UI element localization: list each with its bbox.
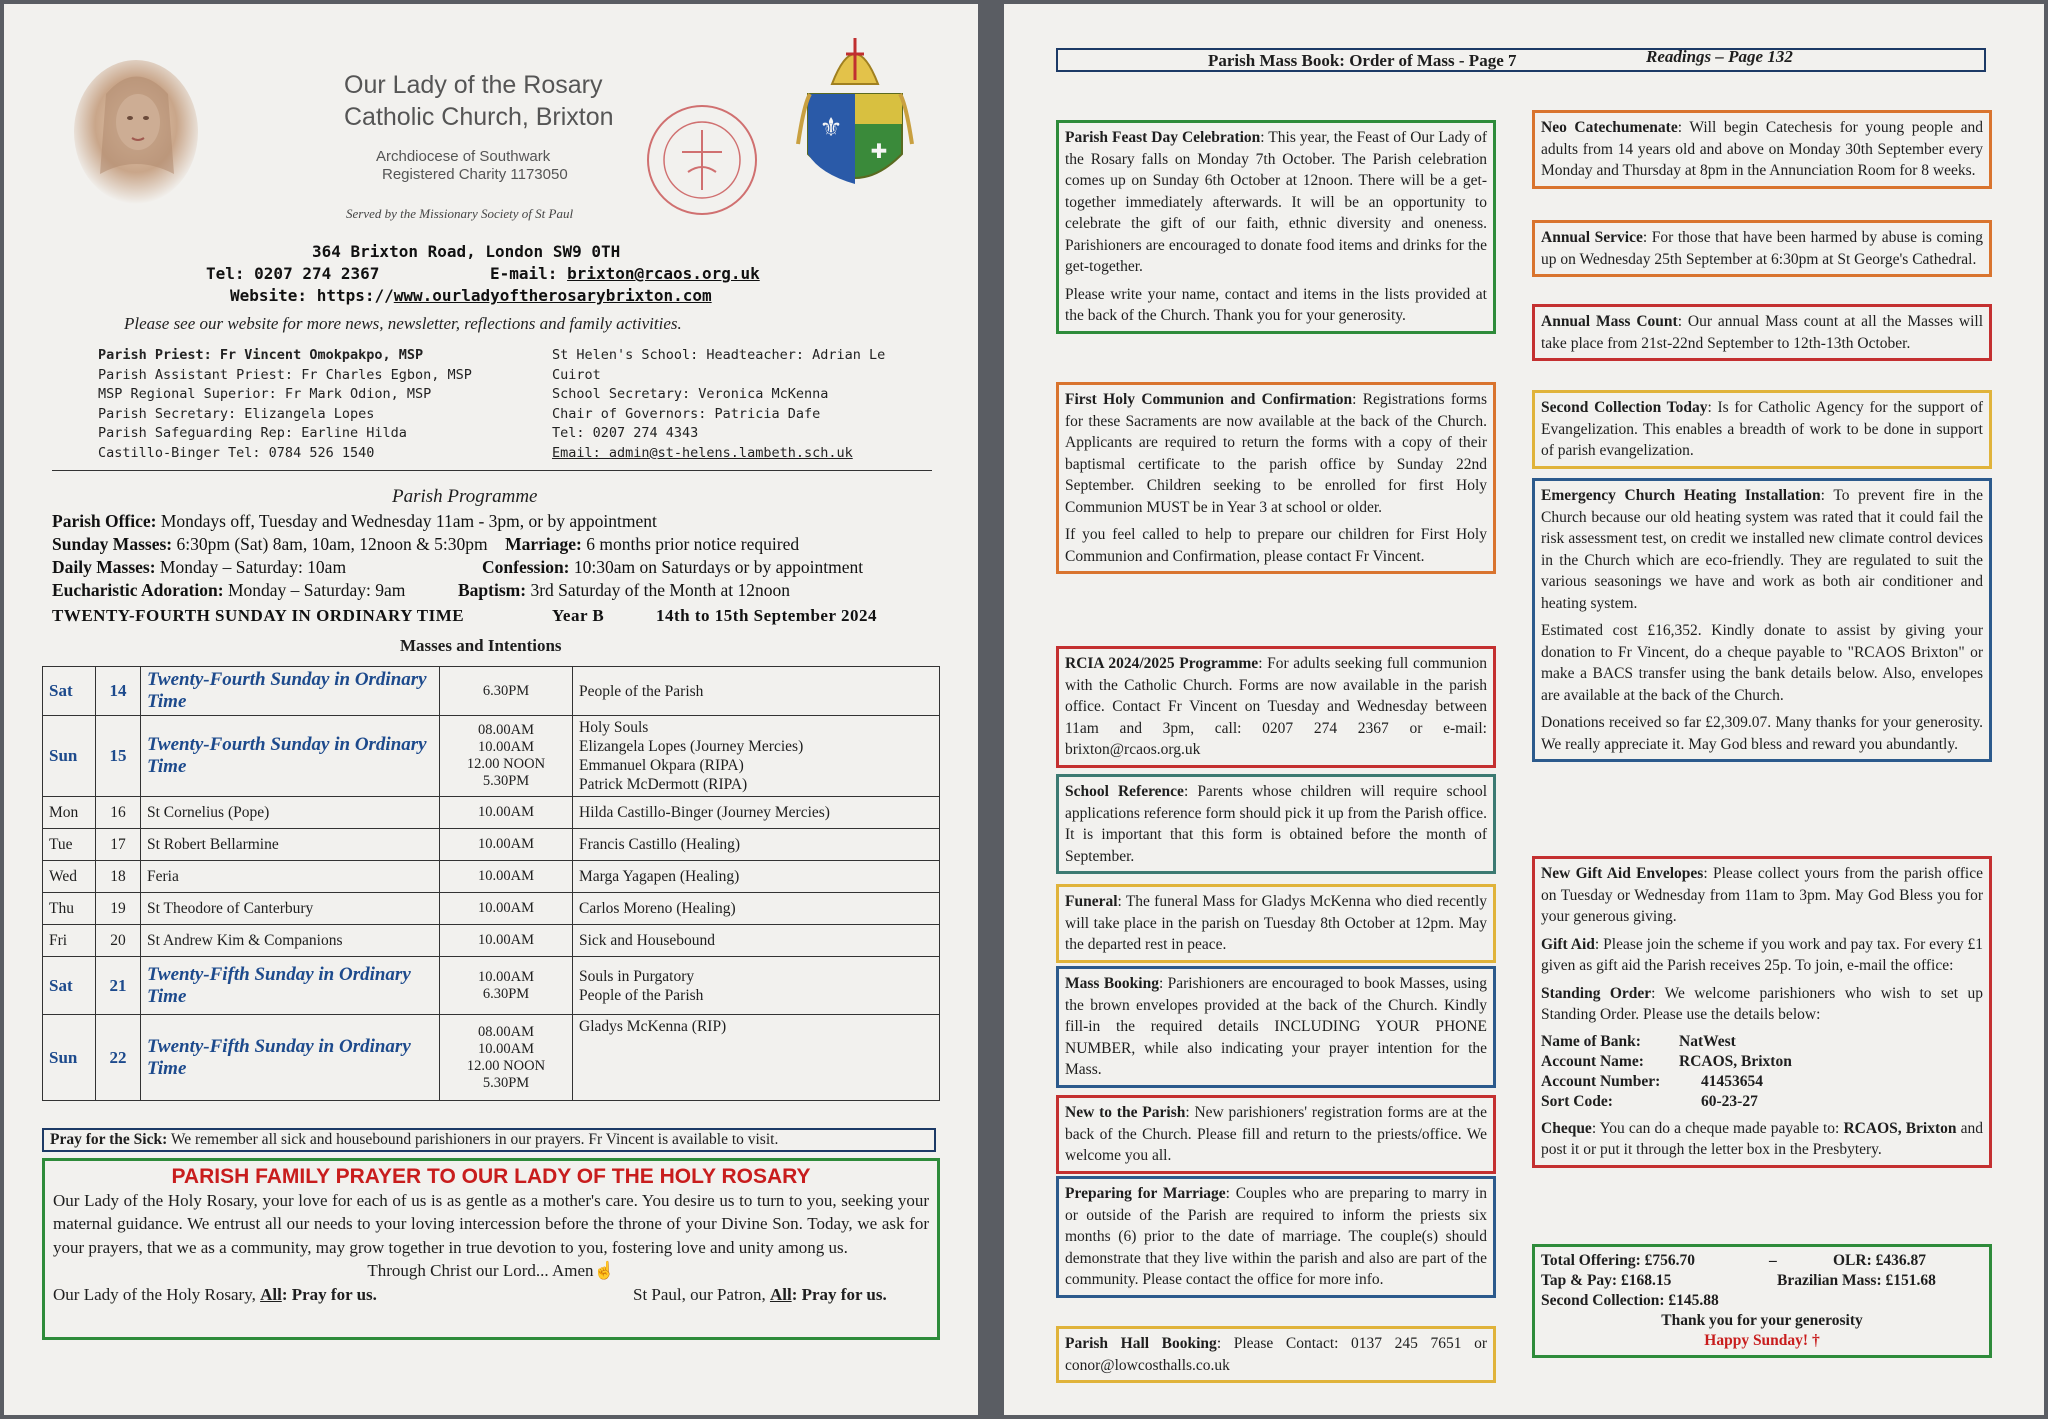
- notice-text: Parishioners are encouraged to book Masses, using the brown envelopes provided at the back of the Church. Kindly fill-in the required details INCLUDING YOUR PHONE NUMBER, while also indicating your prayer intention for the Mass.: [1065, 975, 1487, 1078]
- value: RCAOS, Brixton: [1679, 1052, 1792, 1070]
- notice-annual-service: Annual Service: For those that have been harmed by abuse is coming up on Wednesday 25th September at 6:30pm at St George's Cathedral.: [1532, 220, 1992, 277]
- mass-date: 18: [96, 861, 141, 893]
- mass-times: [440, 1015, 573, 1101]
- mass-day: Sun: [43, 1015, 96, 1101]
- prayer-closing-row: [53, 1259, 929, 1283]
- mass-time: 6.30PM: [482, 682, 530, 699]
- value: 60-23-27: [1701, 1092, 1758, 1110]
- mass-row: [43, 716, 940, 797]
- response-right: St Paul, our Patron,: [633, 1284, 766, 1304]
- notice-title: First Holy Communion and Confirmation: [1065, 391, 1353, 408]
- mass-time: 10.00AM: [478, 1040, 534, 1057]
- notice-title: Emergency Church Heating Installation: [1541, 487, 1821, 504]
- website-label: Website: https://: [230, 286, 394, 305]
- label: Account Number:: [1541, 1072, 1661, 1090]
- label: Baptism:: [458, 580, 527, 600]
- mass-times: [440, 716, 573, 797]
- mass-intention: Marga Yagapen (Healing): [579, 868, 740, 885]
- notice-new-gift-aid-envelopes: New Gift Aid Envelopes: Please collect yours from the parish office on Tuesday or Wednesday from 11am to 3pm. May God Bless you for your generous giving. Gift Aid: Please join the scheme if you work and pay tax. For every £1 given as gift aid the Parish receives 25p. To join, e-mail the office: Standing Order: We welcome parishioners who wish to set up Standing Order. Please use the details below: Name of Bank: NatWest Account Name: RCAOS, Brixton Account Number: 41453654 Sort Code: 60-23-27 Cheque: You can do a cheque made payable to: RCAOS, Brixton and post it or put it through the letter box in the Presbytery.: [1532, 856, 1992, 1168]
- mass-intentions: [573, 925, 940, 957]
- divider: [52, 470, 932, 471]
- mass-feast: St Theodore of Canterbury: [141, 893, 440, 925]
- mass-intentions: [573, 1015, 940, 1101]
- mass-row: [43, 1015, 940, 1101]
- prayer-responses: [53, 1283, 929, 1307]
- mass-row: [43, 957, 940, 1015]
- notice-school-reference: School Reference: Parents whose children will require school applications reference form should pick it up from the Parish office. It is important that this form is obtained before the month of September.: [1056, 774, 1496, 874]
- all-label: All: [260, 1284, 282, 1304]
- mass-date: 17: [96, 829, 141, 861]
- mass-time: 10.00AM: [478, 968, 534, 985]
- value: NatWest: [1679, 1032, 1736, 1050]
- mass-time: 08.00AM: [478, 722, 534, 738]
- notice-text: For adults seeking full communion with the Catholic Church. Forms are now available in the parish office. Contact Fr Vincent on Tuesday and Wednesday between 11am and 3pm, call: 0207 274 2367 or e-mail: brixton@rcaos.org.uk: [1065, 655, 1488, 758]
- value: 10:30am on Saturdays or by appointment: [573, 557, 864, 577]
- mass-row: [43, 925, 940, 957]
- mass-day: Thu: [43, 893, 96, 925]
- notice-new-to-the-parish: New to the Parish: New parishioners' registration forms are at the back of the Church. Please fill and return to the priests/office. We welcome you all.: [1056, 1095, 1496, 1174]
- church-address: 364 Brixton Road, London SW9 0TH: [312, 242, 621, 261]
- mass-time: 10.00AM: [478, 739, 534, 755]
- label: Marriage:: [505, 534, 582, 554]
- school-email-link[interactable]: Email: admin@st-helens.lambeth.sch.uk: [552, 444, 853, 461]
- value: Monday – Saturday: 10am: [159, 557, 347, 577]
- notice-text: Donations received so far £2,309.07. Many thanks for your generosity. We really appreciate it. May God bless and reward you abundantly.: [1541, 714, 1983, 753]
- notice-rcia-2024-2025-programme: RCIA 2024/2025 Programme: For adults seeking full communion with the Catholic Church. Forms are now available in the parish office. Contact Fr Vincent on Tuesday and Wednesday between 11am and 3pm, call: 0207 274 2367 or e-mail: brixton@rcaos.org.uk: [1056, 646, 1496, 768]
- mass-intentions: [573, 667, 940, 716]
- mass-intention: Francis Castillo (Healing): [579, 836, 740, 853]
- staff-list-left: [98, 346, 548, 463]
- cheque-title: Cheque: [1541, 1119, 1592, 1137]
- notice-text: Estimated cost £16,352. Kindly donate to assist by giving your donation to Fr Vincent, do a cheque payable to "RCAOS Brixton" or make a BACS transfer using the bank details below. Also, envelopes are available at the back of the Church.: [1541, 622, 1983, 704]
- mass-day: Tue: [43, 829, 96, 861]
- mass-feast: Twenty-Fifth Sunday in Ordinary Time: [141, 957, 440, 1015]
- email-link[interactable]: brixton@rcaos.org.uk: [567, 264, 760, 283]
- cheque-text: and post it or put it through the letter box in the Presbytery.: [1541, 1119, 1984, 1158]
- notice-title: Mass Booking: [1065, 975, 1159, 992]
- sunday-title: TWENTY-FOURTH SUNDAY IN ORDINARY TIME: [52, 606, 465, 625]
- staff-item: Cuirot: [552, 366, 601, 383]
- office-hours: [52, 510, 952, 533]
- offering-row: [1541, 1271, 1983, 1291]
- mass-intention: Gladys McKenna (RIP): [579, 1018, 727, 1035]
- notice-title: Neo Catechumenate: [1541, 119, 1678, 136]
- notice-mass-booking: Mass Booking: Parishioners are encouraged to book Masses, using the brown envelopes provided at the back of the Church. Kindly fill-in the required details INCLUDING YOUR PHONE NUMBER, while also indicating your prayer intention for the Mass.: [1056, 966, 1496, 1088]
- staff-item: Parish Priest: Fr Vincent Omokpakpo, MSP: [98, 347, 424, 363]
- tap-pay: Tap & Pay: £168.15: [1541, 1272, 1672, 1289]
- mass-intention: Elizangela Lopes (Journey Mercies): [579, 738, 804, 755]
- notice-text: To prevent fire in the Church because our old heating system was rated that it could fail the risk assessment test, on credit we installed new climate control devices in the Church which are eco-friendly. They are regulated to suit the various seasonings we have and work as both air conditioner and heating system.: [1541, 487, 1983, 612]
- praying-hands-icon: ☝: [593, 1261, 615, 1280]
- mass-intention: Carlos Moreno (Healing): [579, 900, 736, 917]
- notice-second-collection-today: Second Collection Today: Is for Catholic Agency for the support of Evangelization. This enables a breadth of work to be done in support of parish evangelization.: [1532, 390, 1992, 469]
- notice-text: Please Contact: 0137 245 7651 or conor@lowcosthalls.co.uk: [1065, 1335, 1487, 1374]
- label: Eucharistic Adoration:: [52, 580, 224, 600]
- notice-title: Parish Hall Booking: [1065, 1335, 1217, 1352]
- standing-order-title: Standing Order: [1541, 984, 1652, 1002]
- mass-time: 10.00AM: [478, 932, 534, 948]
- notice-title: New Gift Aid Envelopes: [1541, 865, 1704, 882]
- readings-page: Readings – Page 132: [1646, 47, 1793, 66]
- charity-seal: [644, 102, 760, 218]
- staff-item: Castillo-Binger Tel: 0784 526 1540: [98, 444, 375, 461]
- mass-time: 6.30PM: [482, 985, 530, 1002]
- response-left: Our Lady of the Holy Rosary,: [53, 1284, 256, 1304]
- mass-row: [43, 829, 940, 861]
- account-number-row: [1541, 1072, 1983, 1092]
- mass-intentions: [573, 957, 940, 1015]
- daily-masses: [52, 556, 952, 579]
- account-name-row: [1541, 1052, 1983, 1072]
- staff-item: Tel: 0207 274 4343: [552, 425, 699, 441]
- notice-title: Second Collection Today: [1541, 399, 1708, 416]
- notice-title: Annual Service: [1541, 229, 1643, 246]
- notice-text: Is for Catholic Agency for the support of Evangelization. This enables a breadth of work to be done in support of parish evangelization.: [1541, 399, 1984, 459]
- website-link[interactable]: www.ourladyoftherosarybrixton.com: [393, 286, 712, 305]
- label: Account Name:: [1541, 1052, 1644, 1070]
- prayer-closing: Through Christ our Lord... Amen: [367, 1261, 594, 1280]
- website-row: [230, 286, 712, 305]
- mass-row: [43, 861, 940, 893]
- programme-heading: Parish Programme: [392, 486, 538, 507]
- second-collection: Second Collection: £145.88: [1541, 1292, 1719, 1309]
- value: 3rd Saturday of the Month at 12noon: [530, 580, 790, 600]
- notice-text: Will begin Catechesis for young people and adults from 14 years old and above on Monday 30th September every Monday and Thursday at 8pm in the Annunciation Room for 8 weeks.: [1541, 119, 1983, 179]
- label: Sort Code:: [1541, 1092, 1613, 1110]
- label: Sunday Masses:: [52, 534, 173, 554]
- sunday-title-row: [52, 604, 952, 627]
- order-of-mass: Parish Mass Book: Order of Mass - Page 7: [1208, 51, 1517, 70]
- mass-feast: St Andrew Kim & Companions: [141, 925, 440, 957]
- mass-feast: St Robert Bellarmine: [141, 829, 440, 861]
- notice-text: The funeral Mass for Gladys McKenna who died recently will take place in the parish on Tuesday 8th October at 12pm. May the departed rest in peace.: [1065, 893, 1488, 953]
- mass-times: [440, 797, 573, 829]
- mass-row: [43, 797, 940, 829]
- mass-times: [440, 893, 573, 925]
- staff-item: MSP Regional Superior: Fr Mark Odion, MSP: [98, 386, 432, 402]
- notice-title: Parish Feast Day Celebration: [1065, 129, 1261, 146]
- mass-date: 22: [96, 1015, 141, 1101]
- mass-date: 16: [96, 797, 141, 829]
- sort-code-row: [1541, 1092, 1983, 1112]
- notice-emergency-church-heating-installation: Emergency Church Heating Installation: To prevent fire in the Church because our old heating system was rated that it could fail the risk assessment test, on credit we installed new climate control devices in the Church which are eco-friendly. They are regulated to suit the various seasonings we have and work as both air conditioner and heating system. Estimated cost £16,352. Kindly donate to assist by giving your donation to Fr Vincent, do a cheque payable to "RCAOS Brixton" or make a BACS transfer using the bank details below. Also, envelopes are available at the back of the Church. Donations received so far £2,309.07. Many thanks for your generosity. We really appreciate it. May God bless and reward you abundantly.: [1532, 478, 1992, 762]
- notice-first-holy-communion-and-confirmation: First Holy Communion and Confirmation: Registrations forms for these Sacraments are now available at the back of the Church. Applicants are required to return the forms with a copy of their baptismal certificate to the parish office by Sunday 22nd September. Children seeking to be enrolled for first Holy Communion MUST be in Year 3 at school or older. If you feel called to help to prepare our children for First Holy Communion and Confirmation, please contact Fr Vincent.: [1056, 382, 1496, 574]
- church-name-line2: Catholic Church, Brixton: [344, 103, 614, 131]
- mass-intention: Hilda Castillo-Binger (Journey Mercies): [579, 804, 830, 821]
- response: : Pray for us.: [281, 1284, 377, 1304]
- value: 6 months prior notice required: [586, 534, 800, 554]
- notice-title: New to the Parish: [1065, 1104, 1186, 1121]
- mass-day: Sun: [43, 716, 96, 797]
- svg-text:✚: ✚: [870, 139, 888, 163]
- mass-intention: Patrick McDermott (RIPA): [579, 776, 748, 793]
- mass-row: [43, 667, 940, 716]
- mass-intentions: [573, 716, 940, 797]
- mass-intention: People of the Parish: [579, 682, 704, 700]
- cheque-payee: RCAOS, Brixton: [1843, 1119, 1957, 1137]
- mass-feast: Twenty-Fifth Sunday in Ordinary Time: [141, 1015, 440, 1101]
- notice-title: Funeral: [1065, 893, 1118, 910]
- notice-parish-feast-day-celebration: Parish Feast Day Celebration: This year, the Feast of Our Lady of the Rosary falls on Monday 7th October. The Parish celebration comes up on Sunday 6th October at 12noon. There will be a get-together immediately afterwards. It will be an opportunity to celebrate the gift of our faith, ethnic diversity and oneness. Parishioners are encouraged to donate food items and drinks for the get-together. Please write your name, contact and items in the lists provided at the back of the Church. Thank you for your generosity.: [1056, 120, 1496, 334]
- olr-offering: OLR: £436.87: [1833, 1252, 1926, 1269]
- notice-text: Please collect yours from the parish office on Tuesday or Wednesday from 11am to 3pm. May God Bless you for your generous giving.: [1541, 865, 1983, 925]
- staff-list-right: [552, 346, 952, 463]
- charity-number: Registered Charity 1173050: [382, 166, 568, 183]
- bank-row: [1541, 1032, 1983, 1052]
- mass-day: Mon: [43, 797, 96, 829]
- label: Parish Office:: [52, 511, 157, 531]
- mass-times: [440, 957, 573, 1015]
- mass-time: 10.00AM: [478, 804, 534, 820]
- adoration: [52, 579, 952, 602]
- mass-book-bar: [1056, 48, 1986, 72]
- mass-time: 10.00AM: [478, 836, 534, 852]
- masses-table: [42, 666, 940, 1101]
- mass-intention: Emmanuel Okpara (RIPA): [579, 757, 744, 774]
- mass-intentions: [573, 797, 940, 829]
- notice-text: Registrations forms for these Sacraments are now available at the back of the Church. Applicants are required to return the forms with a copy of their baptismal certificate to the parish office by Sunday 22nd September. Children seeking to be enrolled for first Holy Communion MUST be in Year 3 at school or older.: [1065, 391, 1487, 516]
- mass-feast: Twenty-Fourth Sunday in Ordinary Time: [141, 716, 440, 797]
- church-tel: Tel: 0207 274 2367: [206, 264, 380, 283]
- mass-feast: St Cornelius (Pope): [141, 797, 440, 829]
- notice-preparing-for-marriage: Preparing for Marriage: Couples who are preparing to marry in or outside of the Parish are required to inform the priests six months (6) prior to the date of marriage. The couple(s) should demonstrate that they live within the parish and also are part of the community. Please contact the office for more info.: [1056, 1176, 1496, 1298]
- notice-annual-mass-count: Annual Mass Count: Our annual Mass count at all the Masses will take place from 21st-22nd September to 12th-13th October.: [1532, 304, 1992, 361]
- label: Confession:: [482, 557, 570, 577]
- staff-item: Parish Safeguarding Rep: Earline Hilda: [98, 425, 407, 441]
- programme-block: [52, 510, 952, 627]
- mass-times: [440, 861, 573, 893]
- notice-text: For those that have been harmed by abuse is coming up on Wednesday 25th September at 6:30pm at St George's Cathedral.: [1541, 229, 1983, 268]
- website-note: Please see our website for more news, newsletter, reflections and family activities.: [124, 314, 682, 333]
- total-offering: Total Offering: £756.70: [1541, 1252, 1695, 1269]
- prayer-title: PARISH FAMILY PRAYER TO OUR LADY OF THE HOLY ROSARY: [171, 1165, 811, 1188]
- response: : Pray for us.: [791, 1284, 887, 1304]
- label: Pray for the Sick:: [50, 1131, 168, 1148]
- notice-text: Parents whose children will require school applications reference form should pick it up from the Parish office. It is important that this form is obtained before the month of September.: [1065, 783, 1488, 865]
- cheque-text: You can do a cheque made payable to:: [1599, 1119, 1840, 1137]
- served-by: Served by the Missionary Society of St Paul: [346, 206, 574, 221]
- notice-text: Please write your name, contact and items in the lists provided at the back of the Church. Thank you for your generosity.: [1065, 285, 1487, 324]
- notice-text: If you feel called to help to prepare our children for First Holy Communion and Confirmation, please contact Fr Vincent.: [1065, 526, 1487, 565]
- gift-aid-title: Gift Aid: [1541, 935, 1595, 953]
- right-page: [1004, 4, 2044, 1415]
- staff-item: Parish Secretary: Elizangela Lopes: [98, 405, 375, 422]
- happy-sunday: Happy Sunday! †: [1704, 1332, 1820, 1349]
- notice-text: New parishioners' registration forms are at the back of the Church. Please fill and return to the priests/office. We welcome you all.: [1065, 1104, 1487, 1164]
- mass-date: 20: [96, 925, 141, 957]
- offering-box: [1532, 1244, 1992, 1358]
- mass-intention: Sick and Housebound: [579, 932, 716, 949]
- madonna-portrait: [66, 54, 206, 204]
- mass-feast: Feria: [141, 861, 440, 893]
- email-row: [490, 264, 760, 283]
- staff-item: Parish Assistant Priest: Fr Charles Egbon, MSP: [98, 366, 472, 383]
- label: Daily Masses:: [52, 557, 156, 577]
- mass-time: 5.30PM: [482, 1074, 530, 1091]
- mass-day: Fri: [43, 925, 96, 957]
- value: Mondays off, Tuesday and Wednesday 11am - 3pm, or by appointment: [160, 511, 657, 531]
- archdiocese: Archdiocese of Southwark: [376, 148, 551, 165]
- mass-day: Sat: [43, 667, 96, 716]
- mass-day: Sat: [43, 957, 96, 1015]
- left-page: [4, 4, 978, 1415]
- notice-title: RCIA 2024/2025 Programme: [1065, 655, 1259, 672]
- staff-item: Chair of Governors: Patricia Dafe: [552, 405, 821, 422]
- notice-text: This year, the Feast of Our Lady of the Rosary falls on Monday 7th October. The Parish celebration comes up on Sunday 6th October at 12noon. There will be a get-together immediately afterwards. It will be an opportunity to celebrate the gift of our faith, ethnic diversity and oneness. Parishioners are encouraged to donate food items and drinks for the get-together.: [1065, 129, 1487, 275]
- value: 6:30pm (Sat) 8am, 10am, 12noon & 5:30pm: [176, 534, 488, 554]
- mass-times: [440, 925, 573, 957]
- mass-intentions: [573, 861, 940, 893]
- pray-for-sick: [42, 1128, 936, 1152]
- mass-date: 15: [96, 716, 141, 797]
- mass-intentions: [573, 829, 940, 861]
- staff-item: School Secretary: Veronica McKenna: [552, 386, 829, 402]
- mass-date: 21: [96, 957, 141, 1015]
- liturgical-year: Year B: [552, 606, 605, 625]
- value: 41453654: [1701, 1072, 1763, 1090]
- notice-title: Preparing for Marriage: [1065, 1185, 1226, 1202]
- notice-title: School Reference: [1065, 783, 1184, 800]
- notice-title: Annual Mass Count: [1541, 313, 1678, 330]
- mass-intention: Holy Souls: [579, 719, 649, 736]
- masses-heading: Masses and Intentions: [400, 636, 562, 655]
- notice-neo-catechumenate: Neo Catechumenate: Will begin Catechesis for young people and adults from 14 years old and above on Monday 30th September every Monday and Thursday at 8pm in the Annunciation Room for 8 weeks.: [1532, 110, 1992, 189]
- notice-text: Our annual Mass count at all the Masses will take place from 21st-22nd September to 12th-13th October.: [1541, 313, 1984, 352]
- family-prayer-box: [42, 1158, 940, 1340]
- sunday-dates: 14th to 15th September 2024: [656, 606, 877, 625]
- notice-parish-hall-booking: Parish Hall Booking: Please Contact: 0137 245 7651 or conor@lowcosthalls.co.uk: [1056, 1326, 1496, 1383]
- offering-row: [1541, 1251, 1983, 1271]
- mass-row: [43, 893, 940, 925]
- mass-intention: People of the Parish: [579, 986, 704, 1004]
- mass-day: Wed: [43, 861, 96, 893]
- dash: –: [1769, 1252, 1777, 1269]
- mass-time: 10.00AM: [478, 868, 534, 884]
- all-label: All: [769, 1284, 792, 1304]
- mass-intentions: [573, 893, 940, 925]
- mass-intention: Souls in Purgatory: [579, 967, 695, 985]
- value: Monday – Saturday: 9am: [227, 580, 406, 600]
- mass-time: 12.00 NOON: [466, 1057, 546, 1074]
- mass-time: 5.30PM: [482, 773, 530, 789]
- brazilian-mass: Brazilian Mass: £151.68: [1777, 1272, 1936, 1289]
- church-name-line1: Our Lady of the Rosary: [344, 71, 603, 99]
- mass-time: 12.00 NOON: [466, 756, 546, 772]
- mass-feast: Twenty-Fourth Sunday in Ordinary Time: [141, 667, 440, 716]
- svg-text:⚜: ⚜: [819, 113, 843, 143]
- notice-text: Couples who are preparing to marry in or outside of the Parish are required to inform the priests six months (6) prior to the date of marriage. The couple(s) should demonstrate that they live within the parish and also are part of the community. Please contact the office for more info.: [1065, 1185, 1488, 1288]
- staff-item: St Helen's School: Headteacher: Adrian Le: [552, 347, 886, 363]
- mass-times: [440, 829, 573, 861]
- notice-funeral: Funeral: The funeral Mass for Gladys McKenna who died recently will take place in the parish on Tuesday 8th October at 12pm. May the departed rest in peace.: [1056, 884, 1496, 963]
- coat-of-arms-mitre: [790, 24, 920, 204]
- mass-time: 08.00AM: [478, 1023, 534, 1040]
- label: Name of Bank:: [1541, 1032, 1641, 1050]
- prayer-body: Our Lady of the Holy Rosary, your love for each of us is as gentle as a mother's care. You desire us to turn to you, seeking your maternal guidance. We entrust all our needs to your loving intercession before the throne of your Divine Son. Today, we ask for your prayers, that we as a community, may grow together in true devotion to you, fostering love and unity among us.: [53, 1190, 929, 1257]
- sunday-masses: [52, 533, 952, 556]
- mass-time: 10.00AM: [478, 900, 534, 916]
- standing-order-text: We welcome parishioners who wish to set up Standing Order. Please use the details below:: [1541, 984, 1983, 1023]
- email-label: E-mail:: [490, 264, 558, 283]
- mass-times: [440, 667, 573, 716]
- gift-aid-text: Please join the scheme if you work and pay tax. For every £1 given as gift aid the Parish receives 25p. To join, e-mail the office:: [1541, 935, 1984, 974]
- mass-date: 14: [96, 667, 141, 716]
- mass-date: 19: [96, 893, 141, 925]
- thanks: Thank you for your generosity: [1661, 1312, 1863, 1329]
- text: We remember all sick and housebound parishioners in our prayers. Fr Vincent is available to visit.: [170, 1131, 779, 1148]
